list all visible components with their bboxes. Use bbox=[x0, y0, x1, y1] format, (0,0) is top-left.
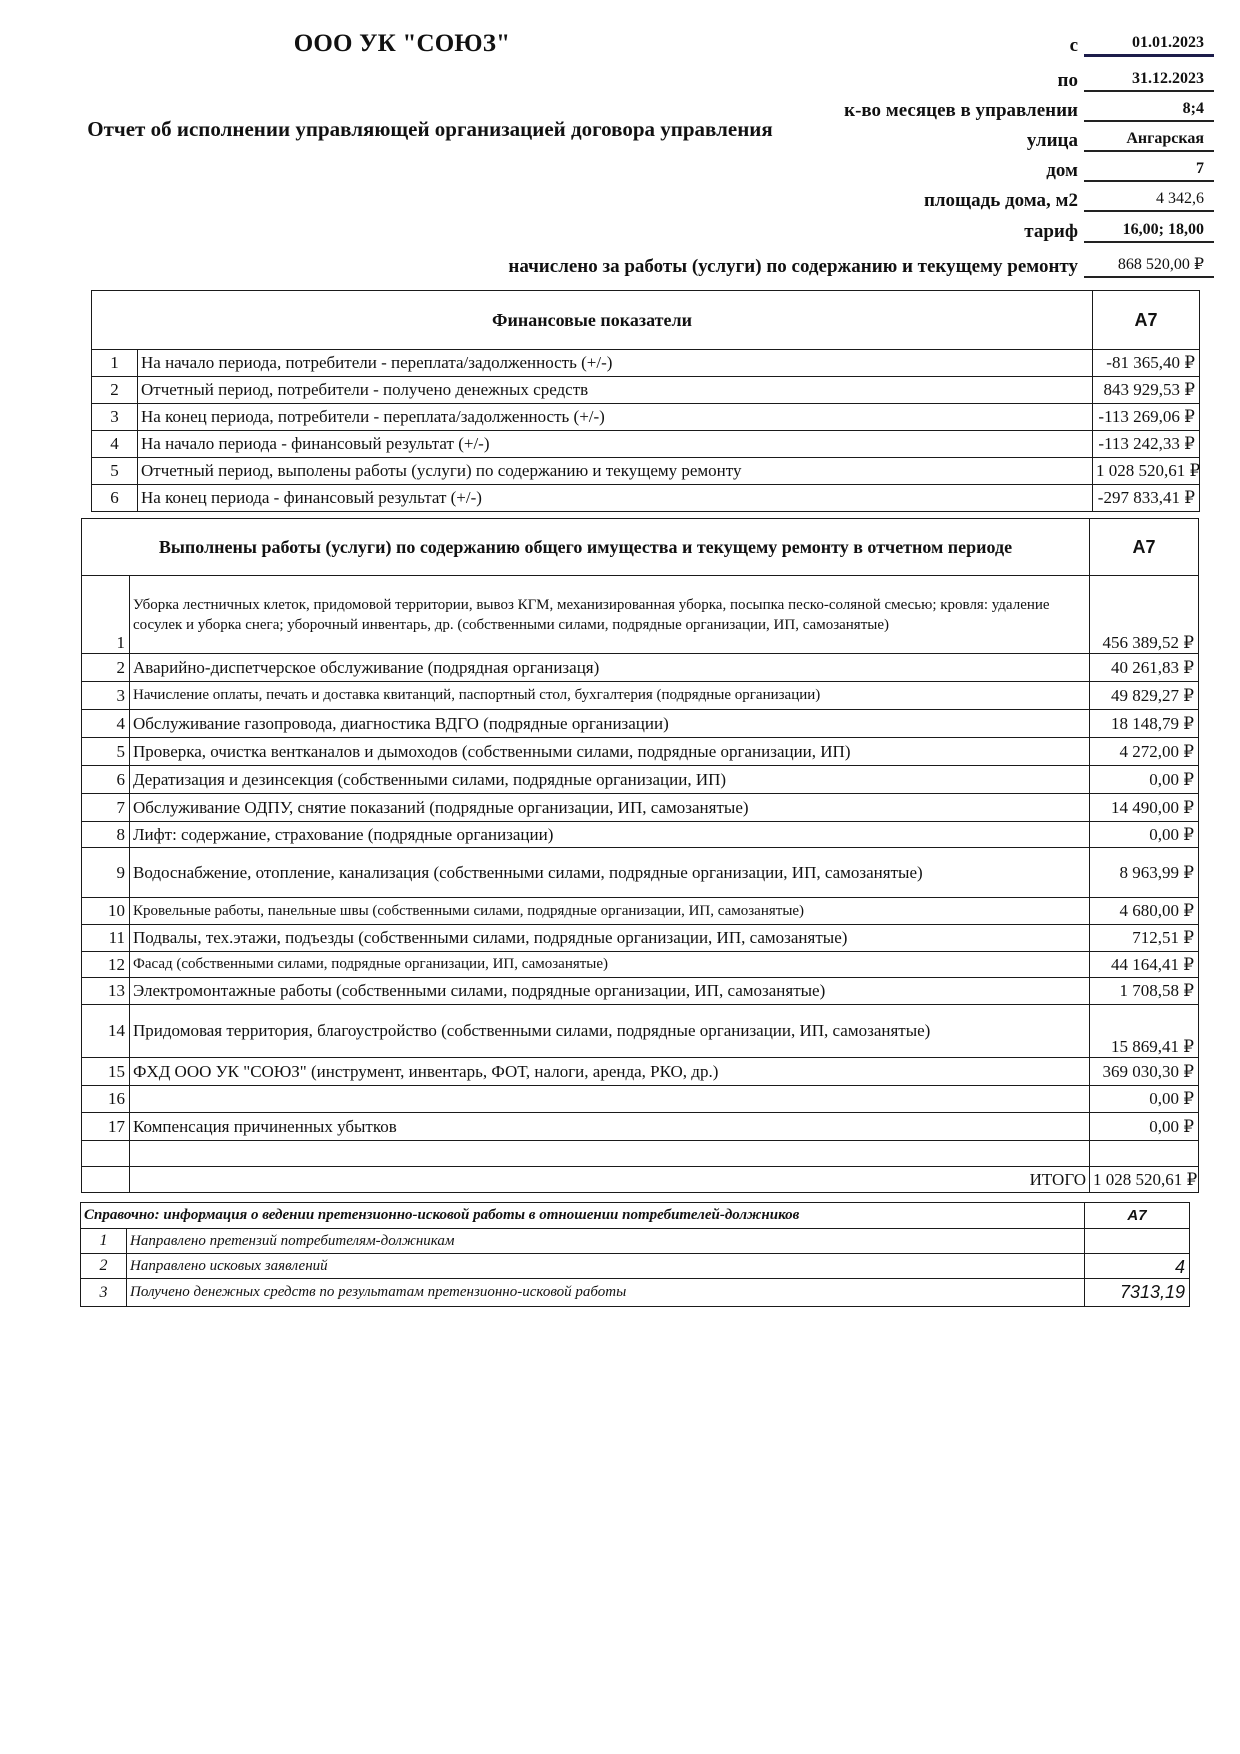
financial-row bbox=[92, 485, 1200, 512]
row-label bbox=[130, 1141, 1090, 1167]
row-label: Водоснабжение, отопление, канализация (собственными силами, подрядные организации, ИП, самозанятые) bbox=[130, 848, 1090, 898]
row-value: 8 963,99 ₽ bbox=[1090, 848, 1199, 898]
meta-charged-value: 868 520,00 ₽ bbox=[1084, 254, 1214, 278]
row-label: На начало периода - финансовый результат (+/-) bbox=[138, 431, 1093, 458]
works-total-row bbox=[82, 1167, 1199, 1193]
row-number: 3 bbox=[81, 1279, 127, 1307]
row-label: Придомовая территория, благоустройство (собственными силами, подрядные организации, ИП, самозанятые) bbox=[130, 1005, 1090, 1058]
row-number: 11 bbox=[82, 925, 130, 952]
row-number: 13 bbox=[82, 978, 130, 1005]
total-label: ИТОГО bbox=[130, 1167, 1090, 1193]
row-number: 8 bbox=[82, 822, 130, 848]
row-value: -297 833,41 ₽ bbox=[1093, 485, 1200, 512]
row-number: 1 bbox=[92, 350, 138, 377]
row-value: 1 028 520,61 ₽ bbox=[1093, 458, 1200, 485]
row-number: 4 bbox=[92, 431, 138, 458]
row-number: 17 bbox=[82, 1113, 130, 1141]
row-number: 12 bbox=[82, 952, 130, 978]
row-number bbox=[82, 1167, 130, 1193]
works-row bbox=[82, 738, 1199, 766]
row-value: 456 389,52 ₽ bbox=[1090, 576, 1199, 654]
works-column-a7: А7 bbox=[1090, 519, 1199, 576]
meta-tariff bbox=[700, 221, 1214, 243]
row-label: Направлено исковых заявлений bbox=[127, 1254, 1085, 1279]
row-value: 843 929,53 ₽ bbox=[1093, 377, 1200, 404]
row-value: 0,00 ₽ bbox=[1090, 822, 1199, 848]
row-label: Подвалы, тех.этажи, подъезды (собственными силами, подрядные организации, ИП, самозанятые) bbox=[130, 925, 1090, 952]
meta-street-label: улица bbox=[1026, 130, 1078, 151]
row-label: Обслуживание ОДПУ, снятие показаний (подрядные организации, ИП, самозанятые) bbox=[130, 794, 1090, 822]
works-row bbox=[82, 1058, 1199, 1086]
row-label: Уборка лестничных клеток, придомовой территории, вывоз КГМ, механизированная уборка, посыпка песко-соляной смесью; кровля: удаление сосулек и уборка снега; уборочный инвентарь, др. (собственными силами, подрядные организации, ИП, самозанятые) bbox=[130, 576, 1090, 654]
row-number: 5 bbox=[82, 738, 130, 766]
row-label: На конец периода, потребители - переплата/задолженность (+/-) bbox=[138, 404, 1093, 431]
row-label: Начисление оплаты, печать и доставка квитанций, паспортный стол, бухгалтерия (подрядные организации) bbox=[130, 682, 1090, 710]
financial-row bbox=[92, 458, 1200, 485]
works-row bbox=[82, 1113, 1199, 1141]
meta-house bbox=[700, 160, 1214, 182]
row-value: 369 030,30 ₽ bbox=[1090, 1058, 1199, 1086]
row-label: Отчетный период, потребители - получено денежных средств bbox=[138, 377, 1093, 404]
meta-to-value: 31.12.2023 bbox=[1084, 70, 1214, 92]
works-header: Выполнены работы (услуги) по содержанию общего имущества и текущему ремонту в отчетном периоде bbox=[82, 519, 1090, 576]
row-label bbox=[130, 1086, 1090, 1113]
reference-header: Справочно: информация о ведении претензионно-исковой работы в отношении потребителей-должников bbox=[81, 1203, 1085, 1229]
row-label: Кровельные работы, панельные швы (собственными силами, подрядные организации, ИП, самозанятые) bbox=[130, 898, 1090, 925]
row-value: 1 708,58 ₽ bbox=[1090, 978, 1199, 1005]
row-label: Лифт: содержание, страхование (подрядные организации) bbox=[130, 822, 1090, 848]
reference-row bbox=[81, 1254, 1190, 1279]
works-row bbox=[82, 710, 1199, 738]
row-value: -113 242,33 ₽ bbox=[1093, 431, 1200, 458]
meta-tariff-value: 16,00; 18,00 bbox=[1084, 221, 1214, 243]
row-number: 2 bbox=[81, 1254, 127, 1279]
row-number: 7 bbox=[82, 794, 130, 822]
row-value: 4 680,00 ₽ bbox=[1090, 898, 1199, 925]
row-value: 49 829,27 ₽ bbox=[1090, 682, 1199, 710]
meta-area bbox=[700, 190, 1214, 212]
financial-row bbox=[92, 431, 1200, 458]
row-number: 14 bbox=[82, 1005, 130, 1058]
row-number: 3 bbox=[92, 404, 138, 431]
row-label: На начало периода, потребители - переплата/задолженность (+/-) bbox=[138, 350, 1093, 377]
meta-months-label: к-во месяцев в управлении bbox=[844, 100, 1078, 121]
reference-table bbox=[80, 1202, 1190, 1307]
works-row bbox=[82, 978, 1199, 1005]
row-value: -81 365,40 ₽ bbox=[1093, 350, 1200, 377]
row-number: 2 bbox=[92, 377, 138, 404]
row-label: Отчетный период, выполены работы (услуги) по содержанию и текущему ремонту bbox=[138, 458, 1093, 485]
row-value bbox=[1090, 1141, 1199, 1167]
row-number: 9 bbox=[82, 848, 130, 898]
row-number bbox=[82, 1141, 130, 1167]
works-row bbox=[82, 794, 1199, 822]
row-value: 0,00 ₽ bbox=[1090, 1086, 1199, 1113]
row-label: Фасад (собственными силами, подрядные организации, ИП, самозанятые) bbox=[130, 952, 1090, 978]
meta-from-value: 01.01.2023 bbox=[1084, 34, 1214, 57]
financial-row bbox=[92, 404, 1200, 431]
row-label: Электромонтажные работы (собственными силами, подрядные организации, ИП, самозанятые) bbox=[130, 978, 1090, 1005]
row-label: Дератизация и дезинсекция (собственными силами, подрядные организации, ИП) bbox=[130, 766, 1090, 794]
company-name: ООО УК "СОЮЗ" bbox=[293, 30, 511, 57]
works-row bbox=[82, 822, 1199, 848]
meta-tariff-label: тариф bbox=[1024, 221, 1078, 242]
row-value: -113 269,06 ₽ bbox=[1093, 404, 1200, 431]
meta-area-value: 4 342,6 bbox=[1084, 190, 1214, 212]
row-value: 15 869,41 ₽ bbox=[1090, 1005, 1199, 1058]
row-value: 4 bbox=[1085, 1254, 1190, 1279]
financial-table bbox=[91, 290, 1200, 512]
meta-from-label: с bbox=[1069, 35, 1078, 56]
row-number: 10 bbox=[82, 898, 130, 925]
row-label: Направлено претензий потребителям-должникам bbox=[127, 1229, 1085, 1254]
meta-months bbox=[700, 100, 1214, 122]
works-row bbox=[82, 898, 1199, 925]
works-table bbox=[81, 518, 1199, 1193]
works-row bbox=[82, 1086, 1199, 1113]
row-value: 44 164,41 ₽ bbox=[1090, 952, 1199, 978]
row-number: 6 bbox=[92, 485, 138, 512]
reference-row bbox=[81, 1279, 1190, 1307]
meta-to bbox=[700, 70, 1214, 92]
row-number: 4 bbox=[82, 710, 130, 738]
row-number: 15 bbox=[82, 1058, 130, 1086]
row-value: 7313,19 bbox=[1085, 1279, 1190, 1307]
works-row bbox=[82, 682, 1199, 710]
works-row bbox=[82, 576, 1199, 654]
row-label: Компенсация причиненных убытков bbox=[130, 1113, 1090, 1141]
meta-house-value: 7 bbox=[1084, 160, 1214, 182]
works-row bbox=[82, 766, 1199, 794]
works-row bbox=[82, 654, 1199, 682]
reference-row bbox=[81, 1229, 1190, 1254]
row-value: 0,00 ₽ bbox=[1090, 1113, 1199, 1141]
meta-street bbox=[700, 130, 1214, 152]
row-number: 3 bbox=[82, 682, 130, 710]
row-label: Получено денежных средств по результатам претензионно-исковой работы bbox=[127, 1279, 1085, 1307]
works-row bbox=[82, 952, 1199, 978]
row-value: 14 490,00 ₽ bbox=[1090, 794, 1199, 822]
financial-row bbox=[92, 350, 1200, 377]
meta-charged-label: начислено за работы (услуги) по содержанию и текущему ремонту bbox=[508, 256, 1078, 277]
row-label: Аварийно-диспетчерское обслуживание (подрядная организаця) bbox=[130, 654, 1090, 682]
row-number: 16 bbox=[82, 1086, 130, 1113]
works-row bbox=[82, 1005, 1199, 1058]
row-value: 4 272,00 ₽ bbox=[1090, 738, 1199, 766]
row-number: 2 bbox=[82, 654, 130, 682]
financial-column-a7: А7 bbox=[1093, 291, 1200, 350]
row-label: Обслуживание газопровода, диагностика ВДГО (подрядные организации) bbox=[130, 710, 1090, 738]
row-value: 0,00 ₽ bbox=[1090, 766, 1199, 794]
row-value: 712,51 ₽ bbox=[1090, 925, 1199, 952]
row-number: 1 bbox=[82, 576, 130, 654]
works-row-empty bbox=[82, 1141, 1199, 1167]
meta-area-label: площадь дома, м2 bbox=[923, 190, 1078, 211]
row-value: 18 148,79 ₽ bbox=[1090, 710, 1199, 738]
row-label: Проверка, очистка вентканалов и дымоходов (собственными силами, подрядные организации, ИП) bbox=[130, 738, 1090, 766]
row-label: На конец периода - финансовый результат (+/-) bbox=[138, 485, 1093, 512]
row-number: 5 bbox=[92, 458, 138, 485]
meta-to-label: по bbox=[1057, 70, 1078, 91]
meta-months-value: 8;4 bbox=[1084, 100, 1214, 122]
row-value bbox=[1085, 1229, 1190, 1254]
meta-charged bbox=[400, 254, 1214, 278]
report-title: Отчет об исполнении управляющей организацией договора управления bbox=[87, 117, 773, 141]
row-number: 1 bbox=[81, 1229, 127, 1254]
row-number: 6 bbox=[82, 766, 130, 794]
works-row bbox=[82, 848, 1199, 898]
reference-column-a7: А7 bbox=[1085, 1203, 1190, 1229]
meta-from bbox=[700, 34, 1214, 57]
financial-header: Финансовые показатели bbox=[92, 291, 1093, 350]
financial-row bbox=[92, 377, 1200, 404]
row-value: 40 261,83 ₽ bbox=[1090, 654, 1199, 682]
row-label: ФХД ООО УК "СОЮЗ" (инструмент, инвентарь, ФОТ, налоги, аренда, РКО, др.) bbox=[130, 1058, 1090, 1086]
meta-house-label: дом bbox=[1046, 160, 1078, 181]
meta-street-value: Ангарская bbox=[1084, 130, 1214, 152]
works-row bbox=[82, 925, 1199, 952]
total-value: 1 028 520,61 ₽ bbox=[1090, 1167, 1199, 1193]
